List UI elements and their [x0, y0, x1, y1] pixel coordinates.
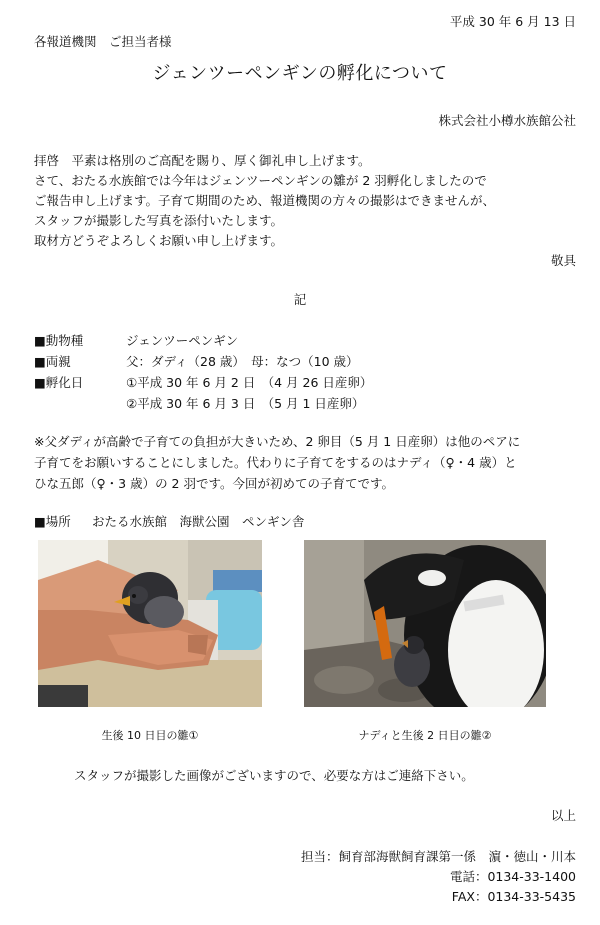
photo-caption-2: ナディと生後 2 日目の雛② — [358, 729, 492, 742]
hatch-row-2 — [34, 396, 364, 412]
place-row — [34, 514, 304, 530]
body-line-5: 取材方どうぞよろしくお願い申し上げます。 — [34, 233, 284, 248]
body-line-2: さて、おたる水族館では今年はジェンツーペンギンの雛が 2 羽孵化しましたので — [34, 173, 487, 188]
species-row — [34, 333, 238, 349]
place-value: おたる水族館 海獣公園 ペンギン舎 — [92, 514, 305, 529]
note-line-1: ※父ダディが高齢で子育ての負担が大きいため、2 卵目（5 月 1 日産卵）は他のペアに — [34, 434, 521, 449]
ki-heading: 記 — [293, 292, 307, 307]
species-label: ■動物種 — [34, 333, 84, 348]
hatch-row-1 — [34, 375, 372, 391]
note-line-3: ひな五郎（♀・3 歳）の 2 羽です。今回が初めての子育てです。 — [34, 476, 394, 491]
penguin-feeding-photo — [304, 540, 546, 707]
hatch-date-1: ①平成 30 年 6 月 2 日 （4 月 26 日産卵） — [126, 375, 373, 390]
hatch-label: ■孵化日 — [34, 375, 84, 390]
sender: 株式会社小樽水族館公社 — [438, 113, 576, 128]
parents-label: ■両親 — [34, 354, 71, 369]
parents-row — [34, 354, 359, 370]
recipient: 各報道機関 ご担当者様 — [34, 34, 172, 49]
place-label: ■場所 — [34, 514, 71, 529]
body-line-1: 拝啓 平素は格別のご高配を賜り、厚く御礼申し上げます。 — [34, 153, 371, 168]
closing-word: 敬具 — [550, 253, 576, 268]
species-value: ジェンツーペンギン — [126, 333, 239, 348]
fax-number: FAX：0134-33-5435 — [451, 889, 576, 904]
phone-number: 電話：0134-33-1400 — [449, 869, 576, 884]
contact-note: スタッフが撮影した画像がございますので、必要な方はご連絡下さい。 — [74, 768, 474, 783]
hatch-date-2: ②平成 30 年 6 月 3 日 （5 月 1 日産卵） — [126, 396, 365, 411]
chick-in-hand-photo — [38, 540, 262, 707]
body-line-3: ご報告申し上げます。子育て期間のため、報道機関の方々の撮影はできませんが、 — [34, 193, 496, 208]
body-line-4: スタッフが撮影した写真を添付いたします。 — [34, 213, 284, 228]
end-word: 以上 — [550, 808, 576, 823]
staff-contact: 担当：飼育部海獣飼育課第一係 濵・徳山・川本 — [300, 849, 576, 864]
chick-in-hand-image — [38, 540, 262, 707]
penguin-feeding-image — [304, 540, 546, 707]
parents-value: 父：ダディ（28 歳） 母：なつ（10 歳） — [126, 354, 359, 369]
document-date: 平成 30 年 6 月 13 日 — [449, 14, 576, 29]
document-title: ジェンツーペンギンの孵化について — [152, 63, 448, 84]
note-line-2: 子育てをお願いすることにしました。代わりに子育てをするのはナディ（♀・4 歳）と — [34, 455, 517, 470]
photo-caption-1: 生後 10 日目の雛① — [101, 729, 199, 742]
